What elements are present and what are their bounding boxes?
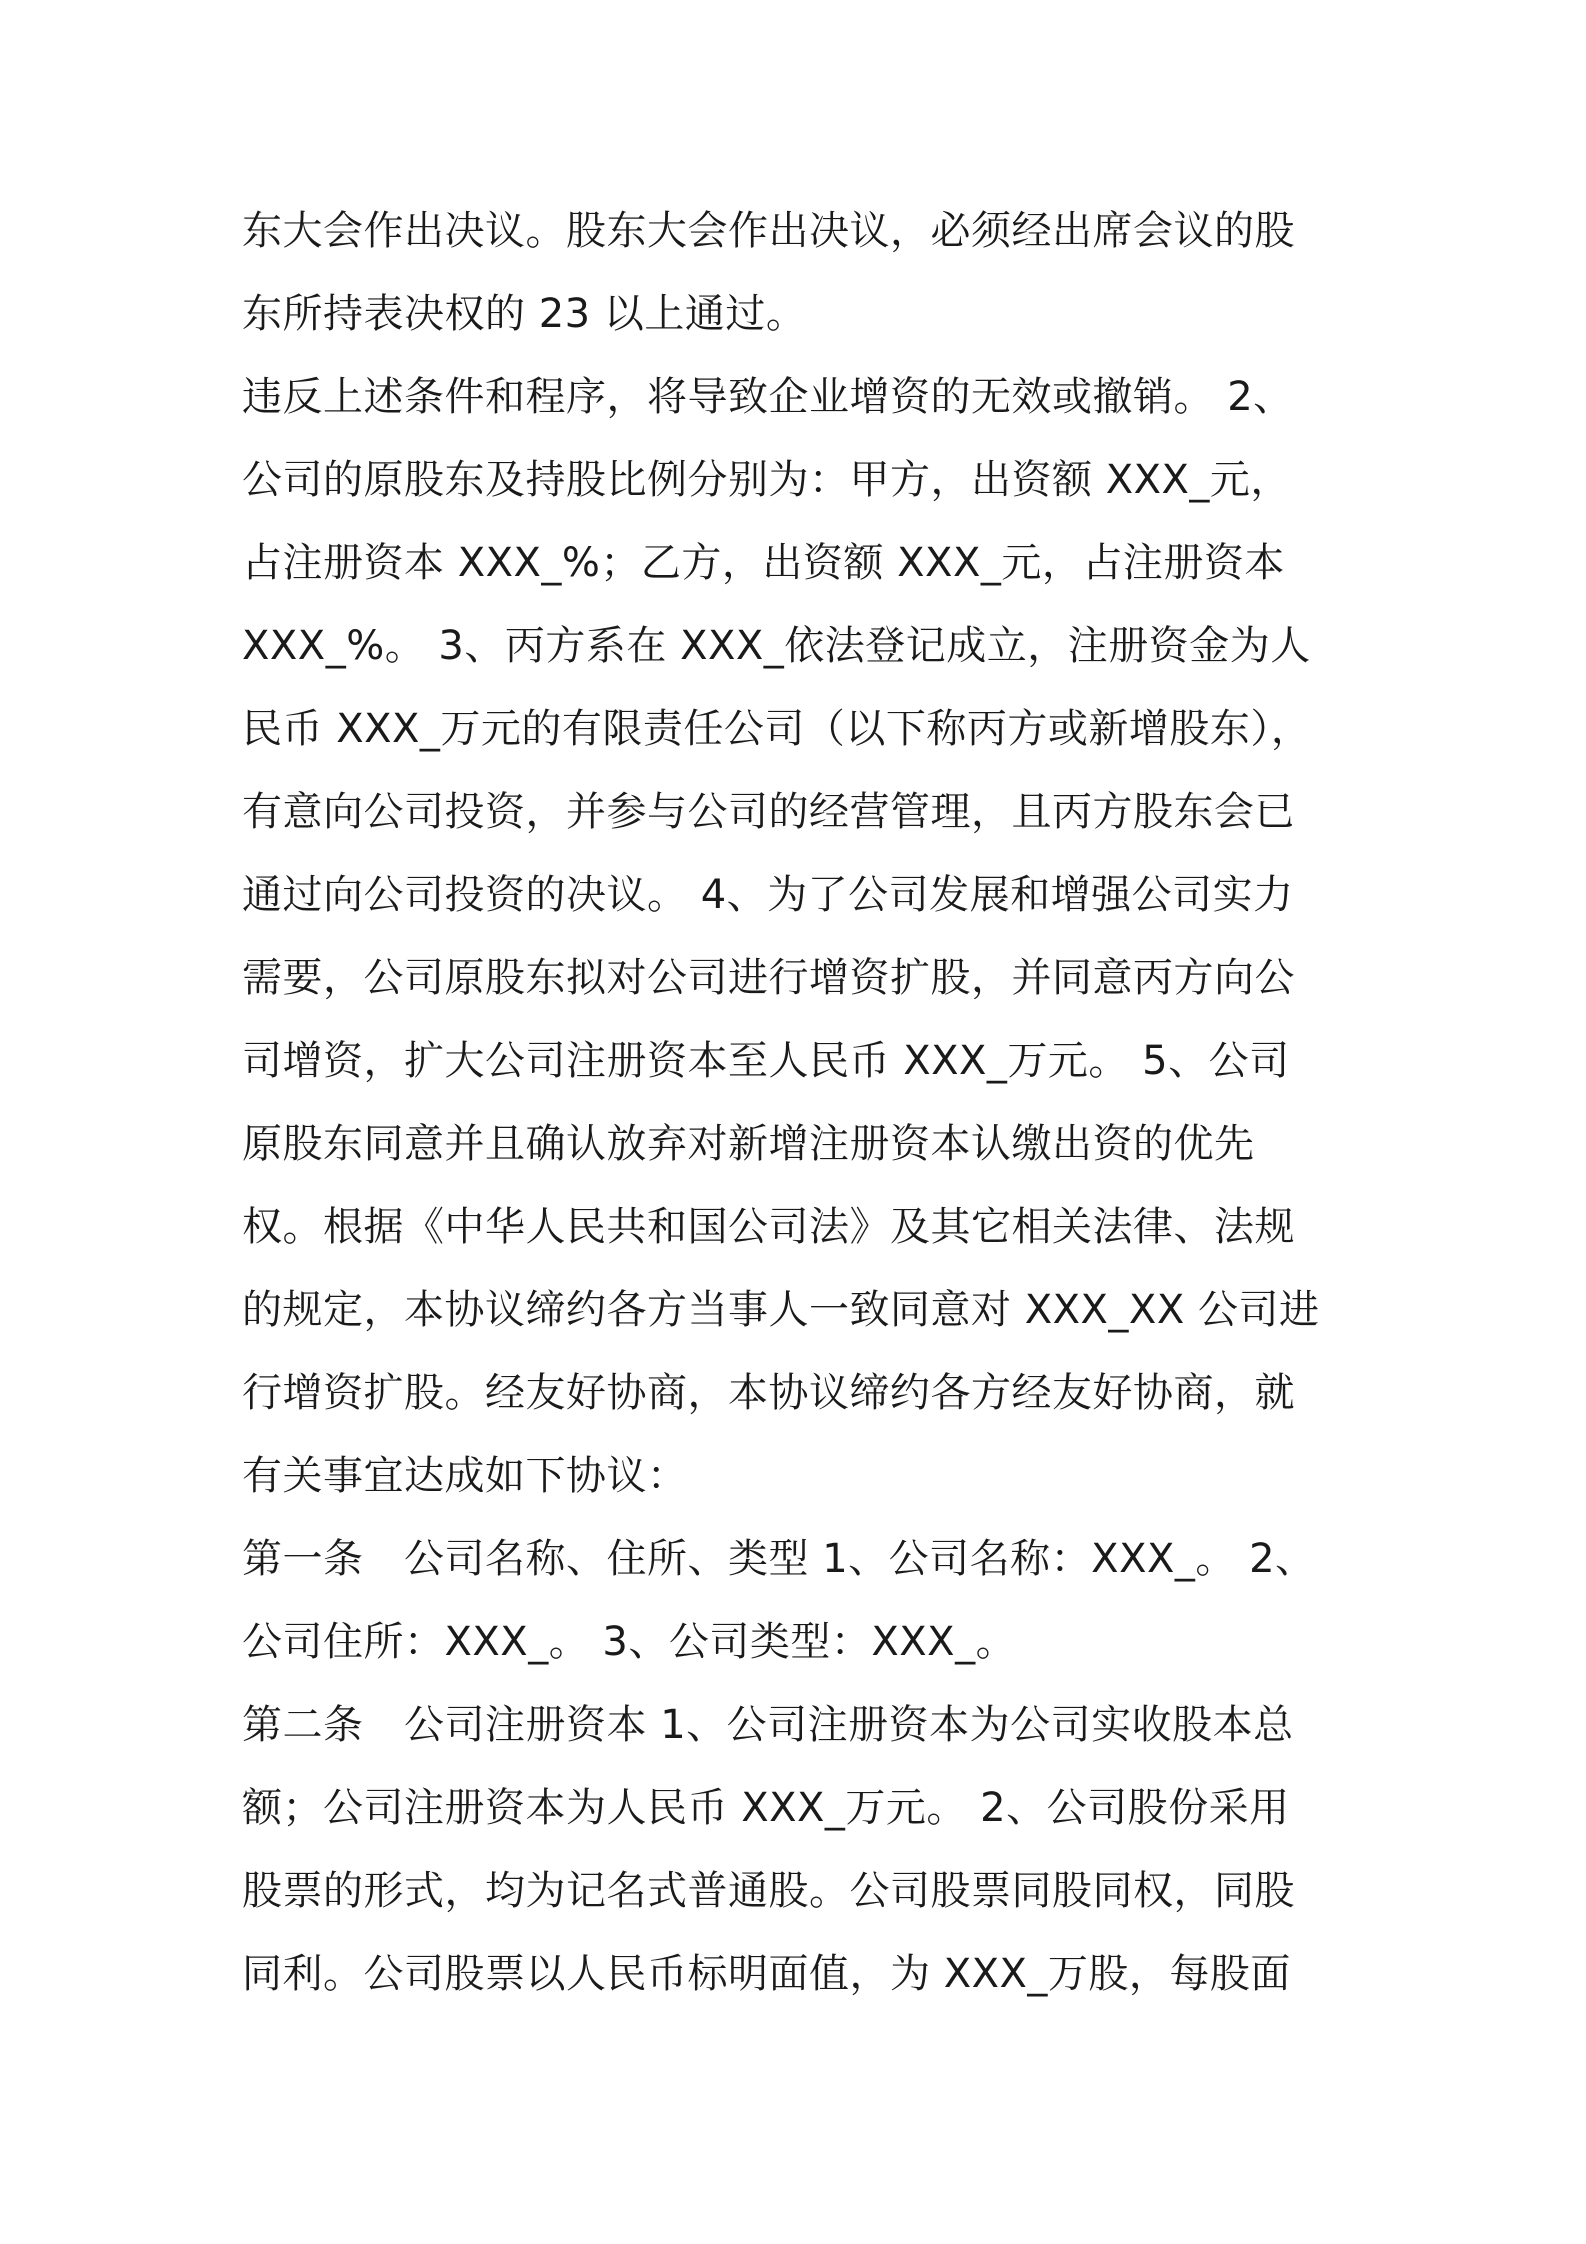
text-line: 公司的原股东及持股比例分别为：甲方，出资额 XXX_元， — [242, 457, 1291, 503]
text-line: 民币 XXX_万元的有限责任公司（以下称丙方或新增股东）， — [242, 706, 1312, 752]
text-line: 行增资扩股。经友好协商，本协议缔约各方经友好协商，就 — [242, 1370, 1295, 1416]
text-line: 占注册资本 XXX_%；乙方，出资额 XXX_元，占注册资本 — [242, 540, 1285, 586]
document-body — [242, 190, 1362, 2016]
text-line: 需要，公司原股东拟对公司进行增资扩股，并同意丙方向公 — [242, 955, 1295, 1001]
article-heading-line: 第一条 公司名称、住所、类型 1、公司名称：XXX_。 2、 — [242, 1536, 1316, 1582]
text-line: 额；公司注册资本为人民币 XXX_万元。 2、公司股份采用 — [242, 1785, 1290, 1831]
text-line: 原股东同意并且确认放弃对新增注册资本认缴出资的优先 — [242, 1121, 1255, 1167]
text-line: 通过向公司投资的决议。 4、为了公司发展和增强公司实力 — [242, 872, 1294, 918]
text-line: 违反上述条件和程序，将导致企业增资的无效或撤销。 2、 — [242, 374, 1294, 420]
text-line: 的规定，本协议缔约各方当事人一致同意对 XXX_XX 公司进 — [242, 1287, 1320, 1333]
text-line: 同利。公司股票以人民币标明面值，为 XXX_万股，每股面 — [242, 1951, 1291, 1997]
text-line: 东所持表决权的 23 以上通过。 — [242, 291, 807, 337]
text-line: 公司住所：XXX_。 3、公司类型：XXX_。 — [242, 1619, 1017, 1665]
text-line: 股票的形式，均为记名式普通股。公司股票同股同权，同股 — [242, 1868, 1295, 1914]
text-line: 有关事宜达成如下协议： — [242, 1453, 688, 1499]
text-line: XXX_%。 3、丙方系在 XXX_依法登记成立，注册资金为人 — [242, 623, 1311, 669]
text-line: 有意向公司投资，并参与公司的经营管理，且丙方股东会已 — [242, 789, 1295, 835]
text-line: 东大会作出决议。股东大会作出决议，必须经出席会议的股 — [242, 208, 1295, 254]
text-line: 司增资，扩大公司注册资本至人民币 XXX_万元。 5、公司 — [242, 1038, 1290, 1084]
article-heading-line: 第二条 公司注册资本 1、公司注册资本为公司实收股本总 — [242, 1702, 1294, 1748]
text-line: 权。根据《中华人民共和国公司法》及其它相关法律、法规 — [242, 1204, 1295, 1250]
